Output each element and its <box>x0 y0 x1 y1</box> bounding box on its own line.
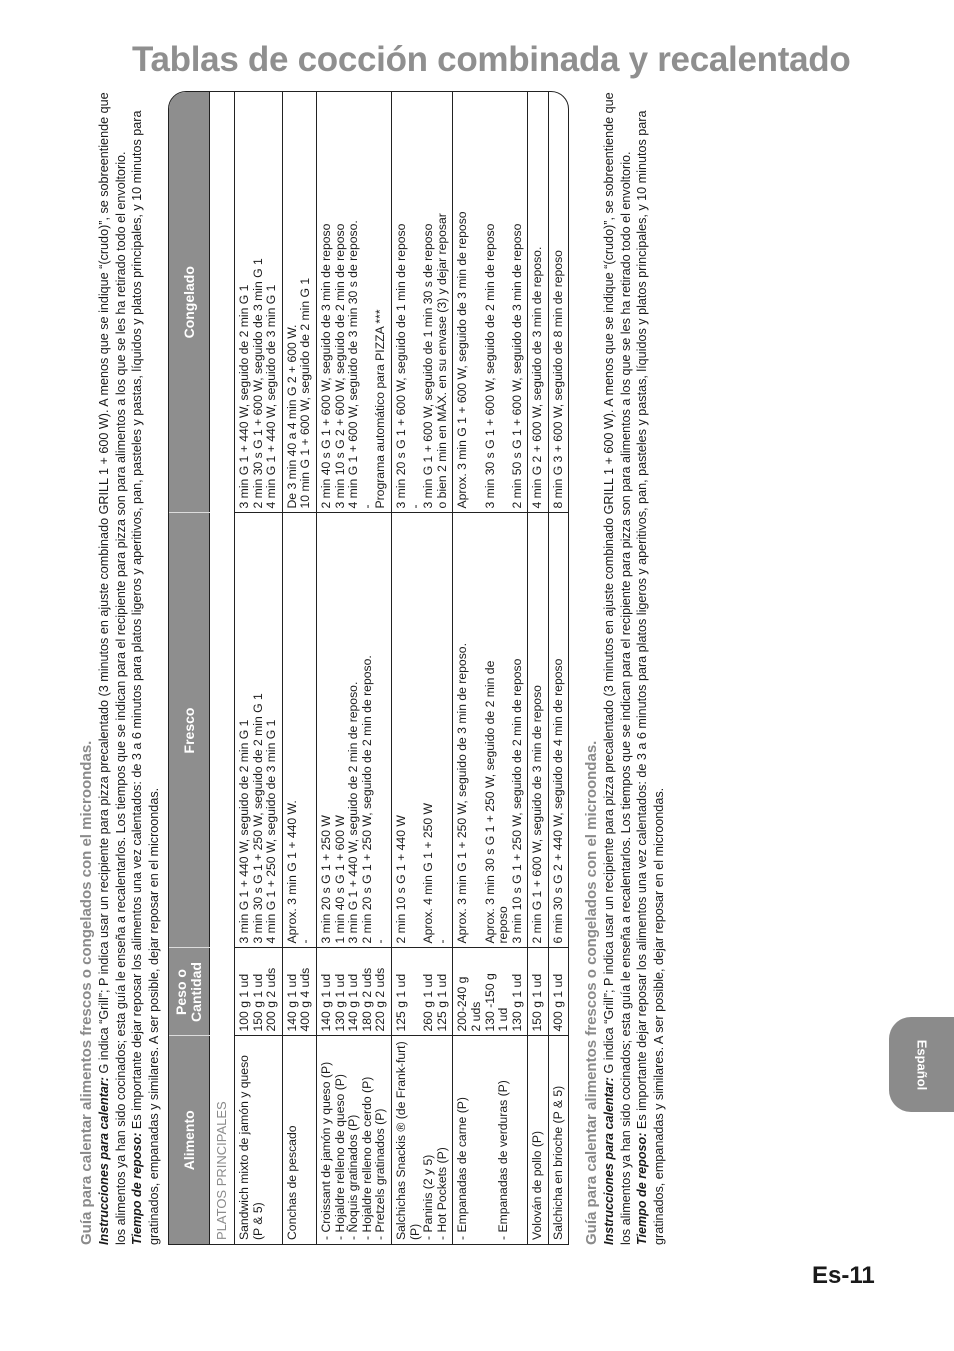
instructions-label: Instrucciones para calentar: <box>97 1077 111 1245</box>
cell-line: 150 g 1 ud <box>530 973 545 1032</box>
instructions-text: G indica “Grill”; P indica usar un recipiente para pizza precalentado (3 minutos en ajuste combinado GRILL 1 + 600 W). A menos que se indique “(crudo)”, se sobreentiende que los alimentos ya han sido cocinados; esta guía le enseña a recalentarlos. Los tiempos que se indican para el recipiente para pizza son para alimentos a los que se les ha retirado todo el envoltorio. <box>97 92 128 1245</box>
cell-line: 4 min G 1 + 440 W, seguido de 3 min G 1 <box>264 284 279 509</box>
cell-line: 2 min 20 s G 1 + 250 W, seguido de 2 min de reposo. <box>359 655 374 944</box>
cell-line: - Empanadas de verduras (P) <box>496 1080 511 1240</box>
cell-line: 3 min G 1 + 600 W, seguido de 1 min 30 s de reposo <box>421 223 436 509</box>
cell-line: 200 g 2 uds <box>264 967 279 1032</box>
page-title: Tablas de cocción combinada y recalentado <box>132 40 851 79</box>
cell-line: 180 g 2 uds <box>359 967 374 1032</box>
cell-line: - Hojaldre relleno de queso (P) <box>332 1074 347 1240</box>
fresh-cell <box>548 513 568 948</box>
food-cell <box>453 1036 528 1244</box>
cell-line: 4 min G 1 + 250 W, seguido de 3 min G 1 <box>264 719 279 944</box>
cell-line: Conchas de pescado <box>284 1125 299 1240</box>
cell-line <box>470 518 484 944</box>
cell-line: 3 min 20 s G 1 + 250 W <box>318 815 333 944</box>
cell-line: Salchicha en brioche (P & 5) <box>550 1085 565 1240</box>
cell-line: 130 g 1 ud <box>332 973 347 1032</box>
table-row <box>548 92 568 1244</box>
fresh-cell <box>235 513 283 948</box>
cell-line: 6 min 30 s G 2 + 440 W, seguido de 4 min de reposo <box>550 658 565 944</box>
food-cell <box>548 1036 568 1244</box>
cell-line <box>409 953 423 1032</box>
guide-heading: Guía para calentar alimentos frescos o congelados con el microondas. <box>583 740 601 1245</box>
cell-line: 4 min G 1 + 600 W, seguido de 3 min 30 s de reposo. <box>346 220 361 509</box>
table-row <box>453 92 528 1244</box>
rotated-content <box>78 65 818 1245</box>
header-weight: Peso o Cantidad <box>169 948 210 1036</box>
weight-cell <box>528 948 549 1036</box>
cell-line: - Hot Pockets (P) <box>434 1147 449 1240</box>
cell-line: 3 min 30 s G 1 + 250 W, seguido de 2 min G 1 <box>250 693 265 944</box>
page-number: Es-11 <box>812 1262 875 1289</box>
frozen-cell <box>235 92 283 513</box>
frozen-cell <box>548 92 568 513</box>
cell-line: 3 min G 1 + 440 W, seguido de 2 min G 1 <box>237 719 251 944</box>
header-frozen: Congelado <box>169 92 210 513</box>
table-row <box>235 92 283 1244</box>
cell-line: 1 min 40 s G 1 + 600 W <box>332 815 347 944</box>
cell-line: 260 g 1 ud <box>421 973 436 1032</box>
cell-line: - Hojaldre relleno de cerdo (P) <box>359 1076 374 1240</box>
cell-line: - <box>434 939 449 944</box>
cell-line <box>409 518 423 944</box>
cell-line: 10 min G 1 + 600 W, seguido de 2 min G 1 <box>298 277 313 509</box>
cell-line: 3 min 20 s G 1 + 600 W, seguido de 1 min de reposo <box>393 223 408 509</box>
food-cell <box>316 1036 391 1244</box>
cell-line: De 3 min 40 a 4 min G 2 + 600 W. <box>284 324 299 509</box>
fresh-cell <box>282 513 316 948</box>
header-food: Alimento <box>169 1036 210 1244</box>
cell-line: - <box>373 939 388 944</box>
table-row <box>391 92 452 1244</box>
fresh-cell <box>316 513 391 948</box>
weight-cell <box>548 948 568 1036</box>
cell-line: Sandwich mixto de jamón y queso (P & 5) <box>237 1055 265 1240</box>
rest-label: Tiempo de reposo: <box>635 1132 650 1245</box>
cell-line: 2 min 50 s G 1 + 600 W, seguido de 3 min de reposo <box>509 223 524 509</box>
cell-line: 125 g 1 ud <box>434 973 449 1032</box>
cell-line: - Paninis (2 y 5) <box>421 1154 436 1240</box>
table-row <box>282 92 316 1244</box>
section-row <box>210 92 235 1244</box>
frozen-cell <box>528 92 549 513</box>
rest-text: Es importante dejar reposar los alimentos una vez calentados: de 3 a 6 minutos para platos ligeros y aperitivos, pan, pasteles y pastas, líquidos y platos principales, y 10 minutos para gratinados, empanadas y similares. A ser posible, dejar reposar en el microondas. <box>635 110 666 1245</box>
cell-line: 3 min 10 s G 1 + 250 W, seguido de 2 min de reposo <box>509 658 524 944</box>
cell-line <box>497 96 511 509</box>
language-tab-label: Español <box>914 1039 929 1090</box>
rest-label: Tiempo de reposo: <box>130 1132 144 1245</box>
cell-line: Programa automático para PIZZA *** <box>373 309 388 509</box>
weight-cell <box>316 948 391 1036</box>
cell-line: - <box>298 939 313 944</box>
cell-line: 140 g 1 ud <box>284 973 299 1032</box>
cell-line: 140 g 1 ud <box>318 973 333 1032</box>
cell-line: 400 g 1 ud <box>550 973 565 1032</box>
guide-instructions <box>96 85 129 1245</box>
cell-line: - Pretzels gratinados (P) <box>373 1108 388 1240</box>
cell-line: 4 min G 2 + 600 W, seguido de 3 min de reposo. <box>530 246 545 509</box>
weight-cell <box>453 948 528 1036</box>
frozen-cell <box>282 92 316 513</box>
cell-line <box>470 96 484 509</box>
cell-line: 2 min 10 s G 1 + 440 W <box>393 815 408 944</box>
cell-line: Aprox. 3 min G 1 + 250 W, seguido de 3 min de reposo. <box>455 643 470 944</box>
cell-line: 140 g 1 ud <box>346 973 361 1032</box>
guide-rest-time <box>634 85 667 1245</box>
cell-line: Aprox. 3 min 30 s G 1 + 250 W, seguido de 2 min de <box>482 660 497 944</box>
language-tab <box>889 1017 954 1112</box>
cell-line: Salchichas Snackis ® (de Frank-furt) (P) <box>393 1041 422 1240</box>
heating-guide-top <box>78 85 162 1245</box>
cell-line: 150 g 1 ud <box>250 973 265 1032</box>
cell-line: 130 g 1 ud <box>509 973 524 1032</box>
cell-line: - <box>359 504 374 509</box>
food-cell <box>235 1036 283 1244</box>
header-fresh: Fresco <box>169 513 210 948</box>
cell-line: 2 min 30 s G 1 + 600 W, seguido de 3 min G 1 <box>250 258 265 509</box>
cell-line: 3 min 30 s G 1 + 600 W, seguido de 2 min de reposo <box>482 223 497 509</box>
guide-rest-time <box>129 85 162 1245</box>
weight-cell <box>282 948 316 1036</box>
cell-line: 125 g 1 ud <box>393 973 408 1032</box>
food-cell <box>391 1036 452 1244</box>
cell-line <box>484 1041 498 1241</box>
cell-line: 100 g 1 ud <box>237 973 251 1032</box>
cell-line: - Croissant de jamón y queso (P) <box>318 1061 333 1240</box>
table-header-row <box>169 92 210 1244</box>
cell-line: - <box>407 504 422 509</box>
cell-line: 200-240 g <box>455 976 470 1032</box>
cooking-table <box>168 91 569 1245</box>
fresh-cell <box>391 513 452 948</box>
cell-line: Aprox. 3 min G 1 + 600 W, seguido de 3 min de reposo <box>455 211 470 509</box>
cell-line: - Empanadas de carne (P) <box>455 1097 470 1240</box>
guide-instructions <box>601 85 634 1245</box>
food-cell <box>282 1036 316 1244</box>
cell-line: 220 g 2 uds <box>373 967 388 1032</box>
cell-line: Aprox. 4 min G 1 + 250 W <box>421 802 436 944</box>
frozen-cell <box>316 92 391 513</box>
cell-line: Aprox. 3 min G 1 + 440 W. <box>284 800 299 944</box>
cell-line: 3 min 10 s G 2 + 600 W, seguido de 2 min de reposo <box>332 223 347 509</box>
cell-line: 2 min G 1 + 600 W, seguido de 3 min de reposo <box>530 685 545 944</box>
cell-line: reposo <box>496 906 511 944</box>
cell-line: 8 min G 3 + 600 W, seguido de 8 min de reposo <box>550 250 565 509</box>
food-cell <box>528 1036 549 1244</box>
table-row <box>528 92 549 1244</box>
cell-line <box>470 1041 484 1241</box>
guide-heading: Guía para calentar alimentos frescos o congelados con el microondas. <box>78 740 95 1245</box>
cell-line: 400 g 4 uds <box>298 967 313 1032</box>
section-title: PLATOS PRINCIPALES <box>210 92 235 1244</box>
cell-line: 3 min G 1 + 440 W, seguido de 2 min G 1 <box>237 284 251 509</box>
fresh-cell <box>453 513 528 948</box>
weight-cell <box>391 948 452 1036</box>
weight-cell <box>235 948 283 1036</box>
instructions-text: G indica “Grill”; P indica usar un recipiente para pizza precalentado (3 minutos en ajuste combinado GRILL 1 + 600 W). A menos que se indique “(crudo)”, se sobreentiende que los alimentos ya han sido cocinados; esta guía le enseña a recalentarlos. Los tiempos que se indican para el recipiente para pizza son para alimentos a los que se les ha retirado todo el envoltorio. <box>602 92 633 1245</box>
cell-line: Volován de pollo (P) <box>530 1130 545 1240</box>
rest-text: Es importante dejar reposar los alimentos una vez calentados: de 3 a 6 minutos para platos ligeros y aperitivos, pan, pasteles y pastas, líquidos y platos principales, y 10 minutos para gratinados, empanadas y similares. A ser posible, dejar reposar en el microondas. <box>130 110 161 1245</box>
heating-guide-bottom <box>583 85 667 1245</box>
cell-line: 130 -150 g <box>482 973 497 1032</box>
cell-line: 2 uds <box>468 1001 483 1032</box>
frozen-cell <box>453 92 528 513</box>
cell-line: o bien 2 min en MÁX. en su envase (3) y dejar reposar <box>434 213 449 509</box>
fresh-cell <box>528 513 549 948</box>
table-row <box>316 92 391 1244</box>
cell-line: 1 ud <box>496 1007 511 1032</box>
cell-line: 2 min 40 s G 1 + 600 W, seguido de 3 min de reposo <box>318 223 333 509</box>
instructions-label: Instrucciones para calentar: <box>602 1077 617 1245</box>
cell-line: - Ñoquis gratinados (P) <box>346 1114 361 1240</box>
cell-line: 3 min G 1 + 440 W, seguido de 2 min de reposo. <box>346 681 361 944</box>
frozen-cell <box>391 92 452 513</box>
